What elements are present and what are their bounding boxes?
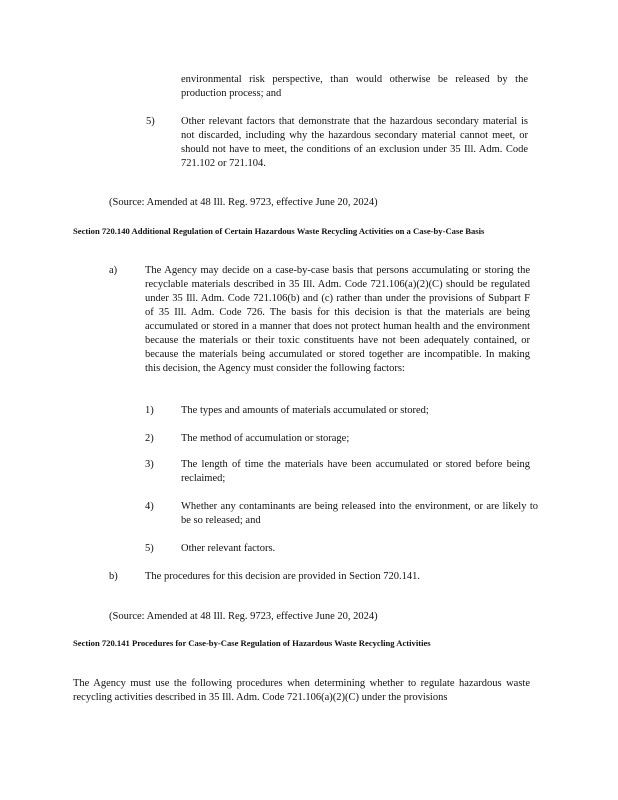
item-5-number: 5) <box>146 116 155 127</box>
section-720-141-intro: The Agency must use the following procedures when determining whether to regulate hazardous waste recycling activities described in 35 Ill. Adm. Code 721.106(a)(2)(C) under the provisions <box>73 678 530 703</box>
section-720-140-heading: Section 720.140 Additional Regulation of Certain Hazardous Waste Recycling Activities on a Case-by-Case Basis <box>73 226 485 236</box>
subsection-b-text: The procedures for this decision are provided in Section 720.141. <box>145 571 420 582</box>
factor-4-text: Whether any contaminants are being released into the environment, or are likely to be so released; and <box>181 501 538 526</box>
source-note-2: (Source: Amended at 48 Ill. Reg. 9723, effective June 20, 2024) <box>109 611 378 622</box>
subsection-b-number: b) <box>109 571 118 582</box>
factor-2-number: 2) <box>145 433 154 444</box>
factor-1-text: The types and amounts of materials accumulated or stored; <box>181 405 429 416</box>
factor-3-text: The length of time the materials have been accumulated or stored before being reclaimed; <box>181 459 530 484</box>
factor-3-number: 3) <box>145 459 154 470</box>
factor-4-number: 4) <box>145 501 154 512</box>
source-note-1: (Source: Amended at 48 Ill. Reg. 9723, effective June 20, 2024) <box>109 197 378 208</box>
item-5-text: Other relevant factors that demonstrate that the hazardous secondary material is not discarded, including why the hazardous secondary material cannot meet, or should not have to meet, the conditions of an exclusion under 35 Ill. Adm. Code 721.102 or 721.104. <box>181 116 528 169</box>
section-720-141-heading: Section 720.141 Procedures for Case-by-Case Regulation of Hazardous Waste Recycling Activities <box>73 638 431 648</box>
factor-1-number: 1) <box>145 405 154 416</box>
factor-5-number: 5) <box>145 543 154 554</box>
continued-paragraph: environmental risk perspective, than would otherwise be released by the production process; and <box>181 74 528 99</box>
subsection-a-number: a) <box>109 265 118 276</box>
subsection-a-text: The Agency may decide on a case-by-case basis that persons accumulating or storing the recyclable materials described in 35 Ill. Adm. Code 721.106(a)(2)(C) should be regulated under 35 Ill. Adm. Code 721.106(b) and (c) rather than under the provisions of Subpart F of 35 Ill. Adm. Code 726. The basis for this decision is that the materials are being accumulated or stored in a manner that does not protect human health and the environment because the materials or their toxic constituents have not been adequately contained, or because the materials being accumulated or stored together are incompatible. In making this decision, the Agency must consider the following factors: <box>145 265 530 374</box>
factor-5-text: Other relevant factors. <box>181 543 276 554</box>
factor-2-text: The method of accumulation or storage; <box>181 433 350 444</box>
